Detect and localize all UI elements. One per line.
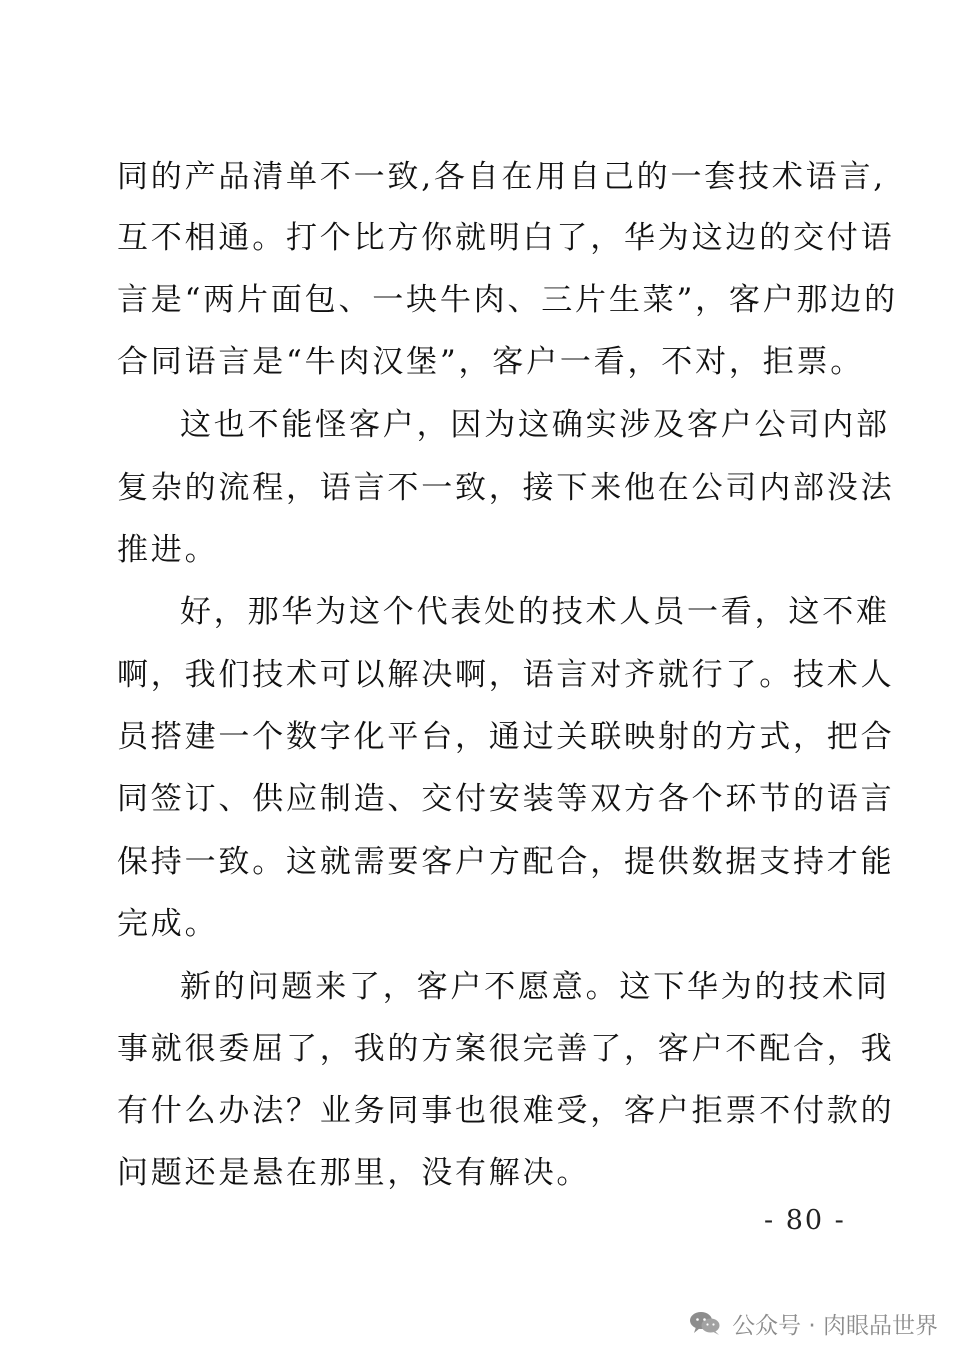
wechat-watermark <box>688 1305 938 1341</box>
text-line-15: 事就很委屈了，我的方案很完善了，客户不配合，我 <box>117 1031 895 1067</box>
text-line-14: 新的问题来了，客户不愿意。这下华为的技术同 <box>180 969 890 1005</box>
text-line-5: 这也不能怪客户，因为这确实涉及客户公司内部 <box>180 407 890 443</box>
text-line-3: 言是“两片面包、一块牛肉、三片生菜”，客户那边的 <box>117 282 898 318</box>
text-line-8: 好，那华为这个代表处的技术人员一看，这不难 <box>180 594 890 630</box>
text-line-6: 复杂的流程，语言不一致，接下来他在公司内部没法 <box>117 470 895 506</box>
page-number: - 80 - <box>764 1205 846 1236</box>
text-line-2: 互不相通。打个比方你就明白了，华为这边的交付语 <box>117 220 895 256</box>
watermark-label: 公众号 · 肉眼品世界 <box>732 1312 938 1339</box>
text-line-16: 有什么办法？业务同事也很难受，客户拒票不付款的 <box>117 1093 895 1129</box>
wechat-icon <box>688 1309 722 1337</box>
text-line-11: 同签订、供应制造、交付安装等双方各个环节的语言 <box>117 781 895 817</box>
text-line-13: 完成。 <box>117 906 219 942</box>
text-line-12: 保持一致。这就需要客户方配合，提供数据支持才能 <box>117 844 895 880</box>
text-line-1: 同的产品清单不一致,各自在用自己的一套技术语言, <box>117 159 886 195</box>
text-line-4: 合同语言是“牛肉汉堡”，客户一看，不对，拒票。 <box>117 344 865 380</box>
text-line-7: 推进。 <box>117 532 219 568</box>
text-line-9: 啊，我们技术可以解决啊，语言对齐就行了。技术人 <box>117 657 895 693</box>
text-line-17: 问题还是悬在那里，没有解决。 <box>117 1155 591 1191</box>
text-line-10: 员搭建一个数字化平台，通过关联映射的方式，把合 <box>117 719 895 755</box>
